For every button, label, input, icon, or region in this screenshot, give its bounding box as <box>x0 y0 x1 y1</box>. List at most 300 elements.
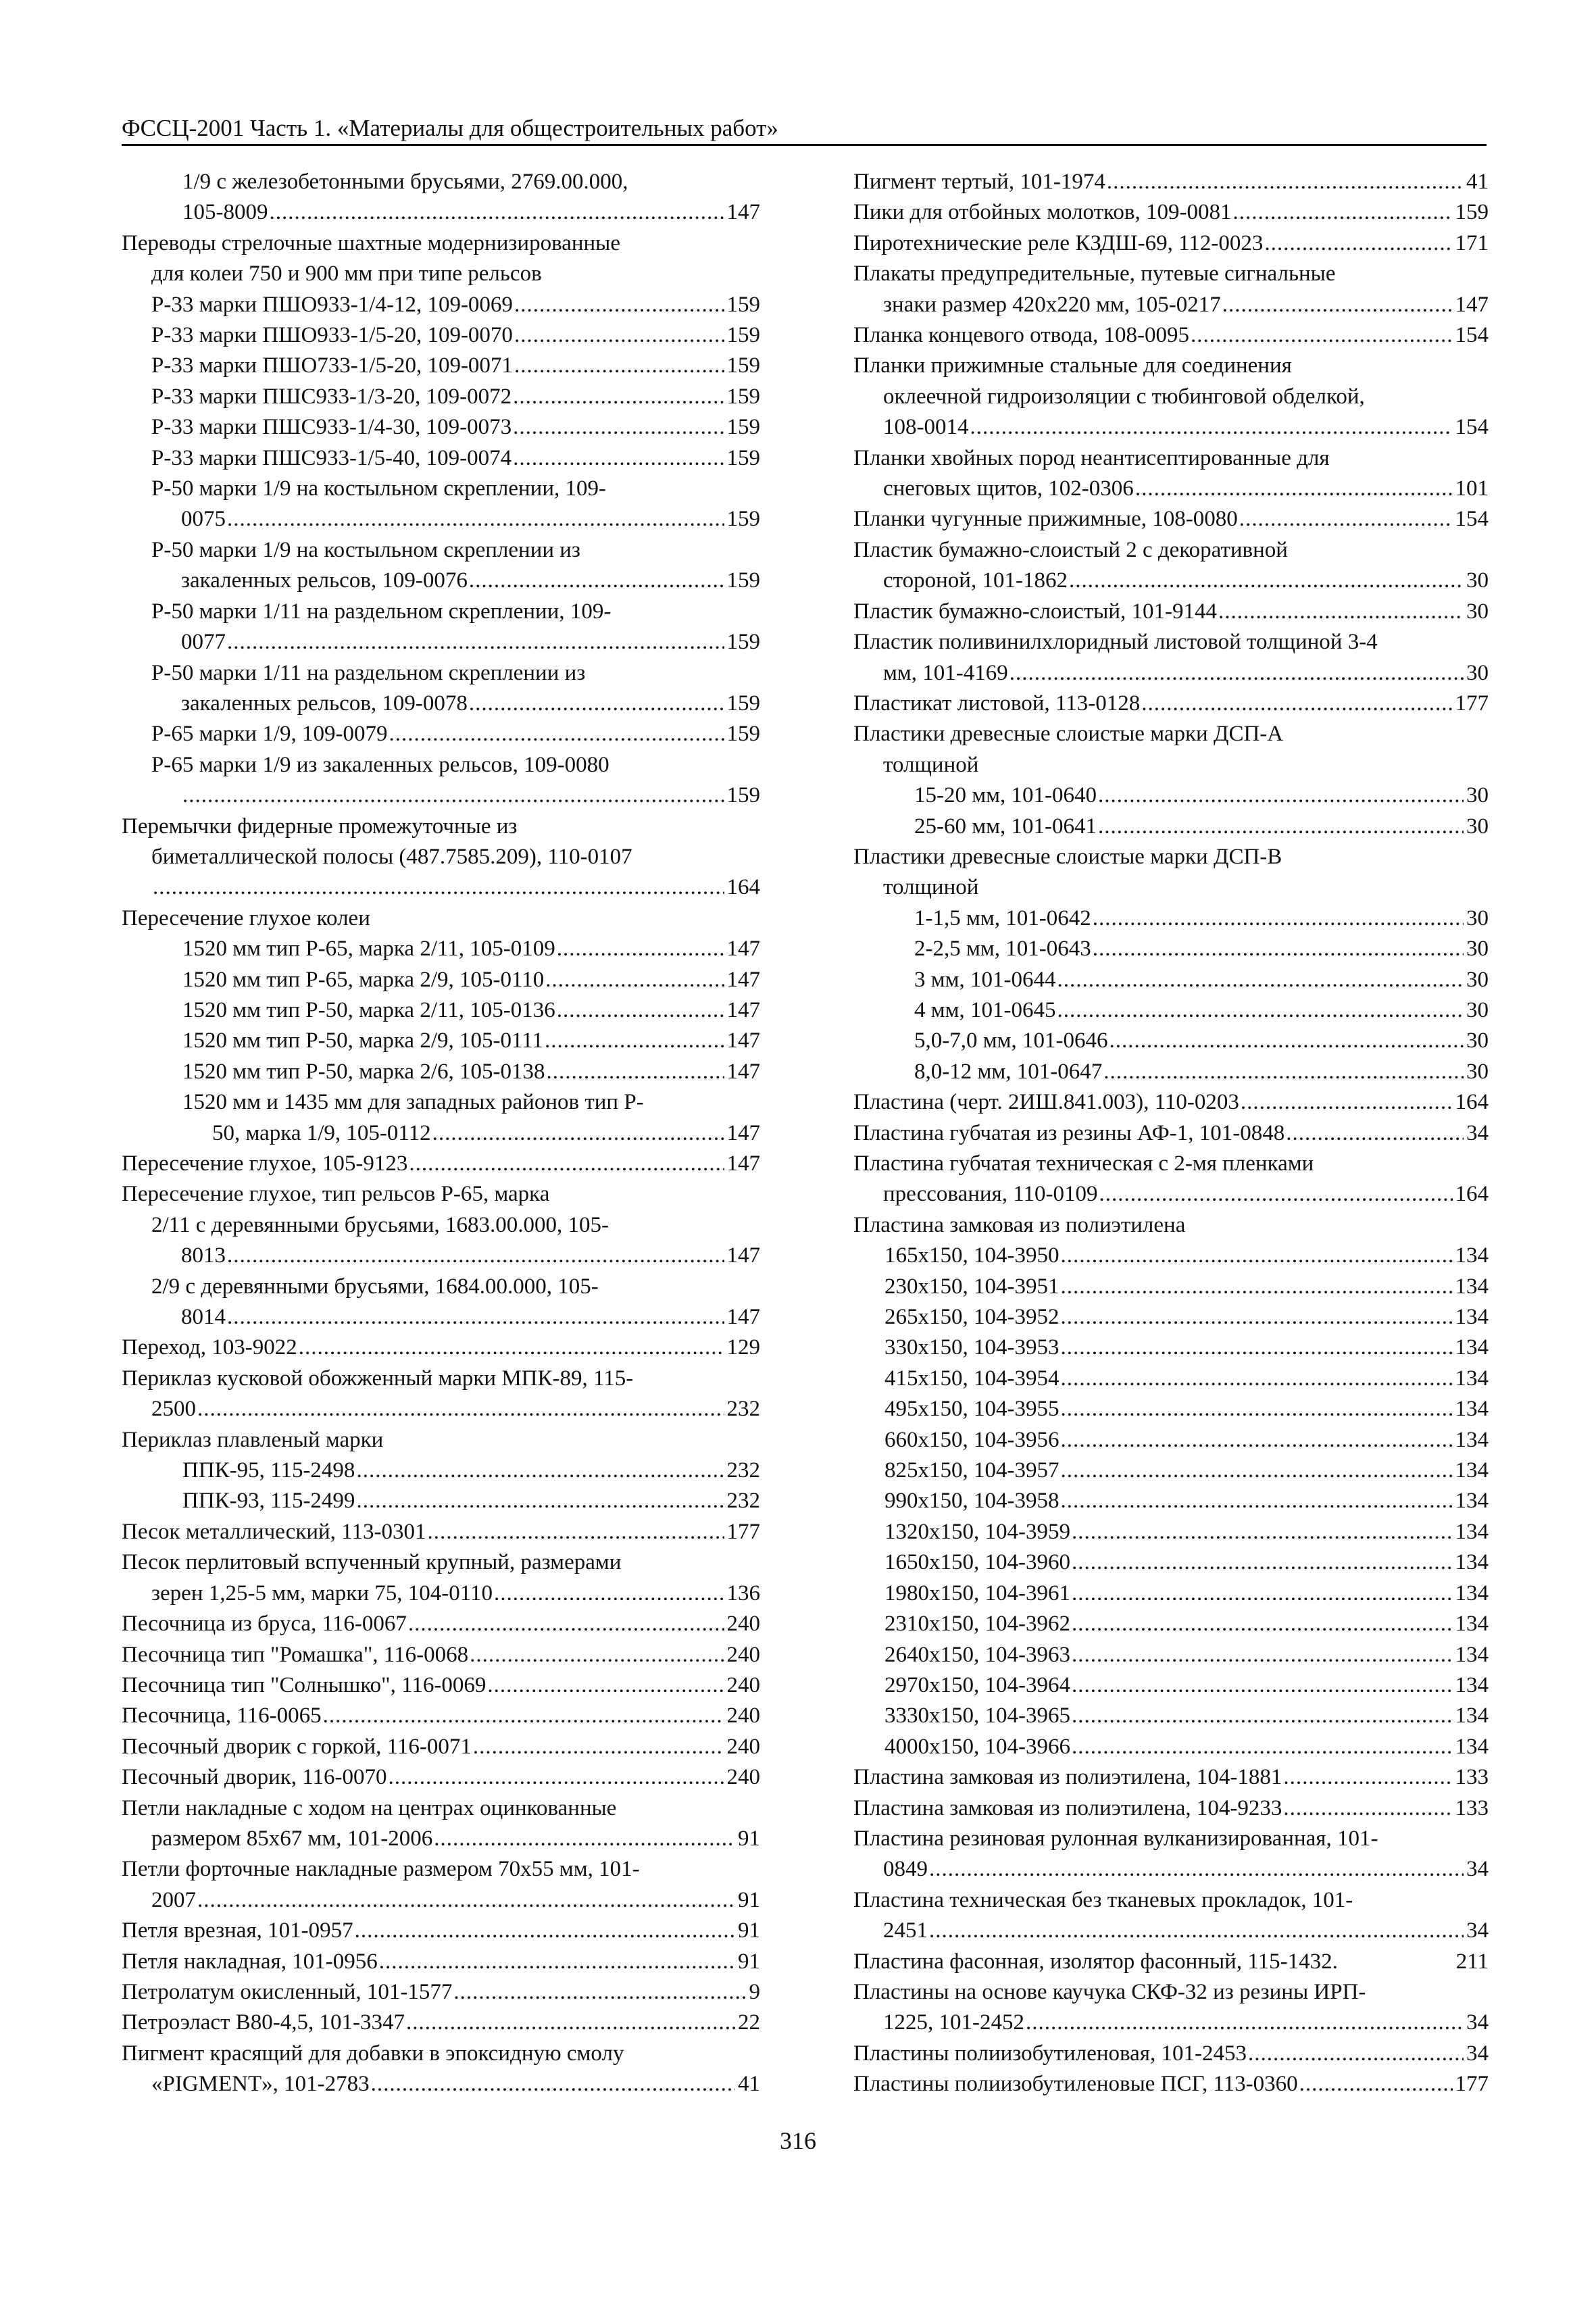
entry-page-number: 30 <box>1466 997 1489 1022</box>
index-entry <box>853 1302 1489 1333</box>
entry-page-number: 134 <box>1455 1642 1489 1667</box>
dot-leader <box>1057 995 1464 1026</box>
entry-text: 265х150, 104-3952 <box>884 1305 1059 1330</box>
dot-leader <box>1093 934 1464 964</box>
entry-page-number: 30 <box>1466 1028 1489 1053</box>
entry-text: Р-33 марки ПШС933-1/5-40, 109-0074 <box>151 445 512 470</box>
entry-text: 4 мм, 101-0645 <box>914 997 1056 1022</box>
entry-text: Пластина замковая из полиэтилена, 104-1881 <box>853 1765 1282 1790</box>
entry-text: 8014 <box>181 1305 226 1330</box>
index-entry <box>853 1701 1489 1731</box>
entry-page-number: 240 <box>726 1672 760 1697</box>
index-entry <box>122 597 760 658</box>
index-entry <box>853 2069 1489 2099</box>
dot-leader <box>1099 1179 1452 1210</box>
entry-page-number: 240 <box>726 1612 760 1637</box>
entry-text: Р-33 марки ПШО933-1/5-20, 109-0070 <box>151 323 513 348</box>
entry-page-number: 177 <box>1455 691 1489 716</box>
entry-page-number: 154 <box>1455 507 1489 532</box>
entry-text: 3330х150, 104-3965 <box>884 1703 1070 1728</box>
entry-page-number: 159 <box>726 415 760 440</box>
entry-text: 165х150, 104-3950 <box>884 1243 1059 1268</box>
entry-text: оклеечной гидроизоляции с тюбинговой обделкой, <box>883 384 1365 409</box>
index-entry <box>853 689 1489 719</box>
dot-leader <box>1061 1241 1453 1271</box>
index-entry <box>853 1241 1489 1271</box>
entry-text: Пластина (черт. 2ИШ.841.003), 110-0203 <box>853 1090 1239 1115</box>
entry-page-number: 129 <box>726 1335 760 1360</box>
dot-leader <box>1072 1578 1453 1609</box>
header-rule <box>122 144 1487 146</box>
entry-text: Пластина техническая без тканевых прокладок, 101- <box>853 1887 1353 1912</box>
dot-leader <box>1093 903 1464 934</box>
dot-leader <box>473 1732 724 1762</box>
entry-page-number: 159 <box>726 568 760 593</box>
entry-text: Пластины на основе каучука СКФ-32 из резины ИРП- <box>853 1979 1366 2004</box>
entry-page-number: 34 <box>1466 2010 1489 2035</box>
dot-leader <box>299 1333 724 1363</box>
entry-page-number: 154 <box>1455 415 1489 440</box>
entry-text: Песочница тип "Ромашка", 116-0068 <box>122 1642 469 1667</box>
dot-leader <box>1222 290 1453 320</box>
index-entry <box>853 1547 1489 1578</box>
dot-leader <box>1232 197 1452 228</box>
index-entry <box>853 1670 1489 1701</box>
entry-page-number: 147 <box>726 1243 760 1268</box>
entry-text: 2640х150, 104-3963 <box>884 1642 1070 1667</box>
entry-text: Р-33 марки ПШО933-1/4-12, 109-0069 <box>151 292 513 317</box>
entry-page-number: 134 <box>1455 1550 1489 1575</box>
entry-text: Р-33 марки ПШС933-1/4-30, 109-0073 <box>151 415 512 440</box>
entry-page-number: 101 <box>1455 476 1489 501</box>
index-entry <box>122 228 760 290</box>
dot-leader <box>547 1057 724 1087</box>
dot-leader <box>513 443 724 474</box>
entry-page-number: 134 <box>1455 1580 1489 1605</box>
index-entry <box>853 1394 1489 1424</box>
entry-page-number: 91 <box>738 1826 760 1851</box>
entry-text: биметаллической полосы (487.7585.209), 110-0107 <box>151 844 632 869</box>
index-entry <box>853 1486 1489 1516</box>
index-entry <box>853 903 1489 934</box>
index-entry <box>853 995 1489 1026</box>
dot-leader <box>1072 1670 1453 1701</box>
entry-text: 2007 <box>151 1887 196 1912</box>
entry-text: 990х150, 104-3958 <box>884 1489 1059 1514</box>
dot-leader <box>227 504 724 534</box>
dot-leader <box>227 1302 724 1333</box>
entry-text: Пластикат листовой, 113-0128 <box>853 691 1141 716</box>
entry-text: 1520 мм тип Р-50, марка 2/11, 105-0136 <box>182 997 555 1022</box>
index-entry <box>122 382 760 412</box>
entry-text: Песочница, 116-0065 <box>122 1703 322 1728</box>
entry-page-number: 136 <box>726 1580 760 1605</box>
dot-leader <box>1057 965 1464 995</box>
index-entry <box>853 1087 1489 1118</box>
entry-text: Р-65 марки 1/9, 109-0079 <box>151 722 388 747</box>
dot-leader <box>1072 1609 1453 1639</box>
entry-text: стороной, 101-1862 <box>883 568 1068 593</box>
index-entry <box>853 934 1489 964</box>
entry-text: Планки чугунные прижимные, 108-0080 <box>853 507 1238 532</box>
entry-page-number: 159 <box>726 292 760 317</box>
index-entry <box>122 1149 760 1179</box>
index-entry <box>122 1732 760 1762</box>
index-column-right <box>853 167 1489 2100</box>
index-entry <box>853 597 1489 627</box>
dot-leader <box>409 1149 724 1179</box>
dot-leader <box>557 995 724 1026</box>
entry-page-number: 134 <box>1455 1366 1489 1391</box>
index-entry <box>853 1609 1489 1639</box>
dot-leader <box>379 1947 735 1977</box>
entry-text: Петроэласт В80-4,5, 101-3347 <box>122 2010 405 2035</box>
index-entry <box>853 1272 1489 1302</box>
entry-text: Переводы стрелочные шахтные модернизированные <box>122 230 621 255</box>
index-entry <box>122 1210 760 1272</box>
entry-text: Петролатум окисленный, 101-1577 <box>122 1979 453 2004</box>
dot-leader <box>371 2069 735 2099</box>
entry-text: Пики для отбойных молотков, 109-0081 <box>853 200 1232 225</box>
dot-leader <box>469 566 724 596</box>
entry-text: Пластики древесные слоистые марки ДСП-А <box>853 722 1284 747</box>
entry-page-number: 159 <box>726 353 760 378</box>
dot-leader <box>1009 658 1464 689</box>
index-entry <box>853 719 1489 780</box>
dot-leader <box>1264 228 1452 259</box>
entry-page-number: 147 <box>1455 292 1489 317</box>
entry-text: 1650х150, 104-3960 <box>884 1550 1070 1575</box>
index-entry <box>853 1947 1489 1977</box>
entry-page-number: 211 <box>1455 1949 1489 1974</box>
entry-text: Планка концевого отвода, 108-0095 <box>853 323 1189 348</box>
index-entry <box>122 995 760 1026</box>
entry-text: 230х150, 104-3951 <box>884 1274 1059 1299</box>
index-entry <box>122 474 760 535</box>
entry-text: Песочный дворик с горкой, 116-0071 <box>122 1734 472 1759</box>
entry-text: закаленных рельсов, 109-0078 <box>181 691 468 716</box>
dot-leader <box>1107 167 1464 197</box>
entry-page-number: 91 <box>738 1887 760 1912</box>
entry-page-number: 41 <box>1466 170 1489 194</box>
entry-text: Пластик бумажно-слоистый 2 с декоративной <box>853 537 1288 562</box>
index-entry <box>122 2039 760 2100</box>
entry-text: ППК-93, 115-2499 <box>182 1489 355 1514</box>
dot-leader <box>1072 1640 1453 1670</box>
entry-page-number: 177 <box>726 1519 760 1544</box>
entry-text: закаленных рельсов, 109-0076 <box>181 568 468 593</box>
dot-leader <box>1061 1302 1453 1333</box>
index-entry <box>122 750 760 812</box>
index-entry <box>122 1517 760 1547</box>
entry-text: Периклаз кусковой обожженный марки МПК-89, 115- <box>122 1366 634 1391</box>
entry-text: 1520 мм и 1435 мм для западных районов тип Р- <box>182 1090 644 1115</box>
index-entry <box>122 1547 760 1609</box>
index-entry <box>853 1333 1489 1363</box>
entry-page-number: 177 <box>1455 2072 1489 2097</box>
entry-page-number: 147 <box>726 997 760 1022</box>
entry-page-number: 134 <box>1455 1672 1489 1697</box>
entry-text: Р-65 марки 1/9 из закаленных рельсов, 109-0080 <box>151 752 609 777</box>
dot-leader <box>1072 1732 1453 1762</box>
entry-text: Пластины полиизобутиленовая, 101-2453 <box>853 2041 1247 2066</box>
dot-leader <box>1061 1394 1453 1424</box>
entry-text: 108-0014 <box>883 415 969 440</box>
entry-text: прессования, 110-0109 <box>883 1182 1098 1207</box>
entry-text: Песочница из бруса, 116-0067 <box>122 1612 407 1637</box>
entry-page-number: 133 <box>1455 1795 1489 1820</box>
entry-text: 415х150, 104-3954 <box>884 1366 1059 1391</box>
entry-text: 2500 <box>151 1397 196 1422</box>
entry-page-number: 159 <box>726 783 760 808</box>
index-entry <box>853 259 1489 320</box>
entry-text: 1320х150, 104-3959 <box>884 1519 1070 1544</box>
entry-text: Петля врезная, 101-0957 <box>122 1918 353 1943</box>
entry-text: Переход, 103-9022 <box>122 1335 297 1360</box>
entry-text: 2-2,5 мм, 101-0643 <box>914 937 1091 962</box>
index-entry <box>122 535 760 597</box>
entry-text: Пластина замковая из полиэтилена <box>853 1212 1186 1237</box>
entry-page-number: 164 <box>1455 1090 1489 1115</box>
index-entry <box>122 351 760 381</box>
dot-leader <box>1061 1333 1453 1363</box>
dot-leader <box>1061 1272 1453 1302</box>
index-entry <box>853 842 1489 903</box>
entry-page-number: 134 <box>1455 1243 1489 1268</box>
dot-leader <box>1069 566 1464 596</box>
entry-text: 105-8009 <box>182 200 268 225</box>
index-entry <box>122 719 760 749</box>
entry-text: Петли форточные накладные размером 70х55 мм, 101- <box>122 1857 640 1882</box>
entry-page-number: 134 <box>1455 1703 1489 1728</box>
entry-page-number: 232 <box>726 1458 760 1483</box>
entry-text: Планки хвойных пород неантисептированные для <box>853 445 1330 470</box>
dot-leader <box>1191 320 1453 351</box>
index-entry <box>853 197 1489 228</box>
index-entry <box>122 290 760 320</box>
entry-page-number: 134 <box>1455 1397 1489 1422</box>
entry-page-number: 34 <box>1466 1918 1489 1943</box>
index-entry <box>853 504 1489 534</box>
entry-text: 1-1,5 мм, 101-0642 <box>914 905 1091 930</box>
entry-text: 0077 <box>181 630 226 655</box>
entry-page-number: 134 <box>1455 1274 1489 1299</box>
entry-page-number: 159 <box>726 507 760 532</box>
entry-text: Периклаз плавленый марки <box>122 1427 384 1452</box>
dot-leader <box>408 1609 724 1639</box>
index-entry <box>122 320 760 351</box>
entry-page-number: 147 <box>726 1028 760 1053</box>
dot-leader <box>197 1394 724 1424</box>
entry-text: 1520 мм тип Р-50, марка 2/9, 105-0111 <box>182 1028 544 1053</box>
index-entry <box>122 1701 760 1731</box>
entry-text: 495х150, 104-3955 <box>884 1397 1059 1422</box>
entry-text: 825х150, 104-3957 <box>884 1458 1059 1483</box>
entry-text: зерен 1,25-5 мм, марки 75, 104-0110 <box>151 1580 493 1605</box>
dot-leader <box>970 412 1453 443</box>
entry-text: 2970х150, 104-3964 <box>884 1672 1070 1697</box>
entry-text: 3 мм, 101-0644 <box>914 967 1056 992</box>
entry-text: Пластина замковая из полиэтилена, 104-9233 <box>853 1795 1282 1820</box>
entry-text: Петля накладная, 101-0956 <box>122 1949 378 1974</box>
entry-text: 1520 мм тип Р-50, марка 2/6, 105-0138 <box>182 1059 545 1084</box>
entry-page-number: 91 <box>738 1949 760 1974</box>
dot-leader <box>1141 689 1452 719</box>
entry-text: Песочница тип "Солнышко", 116-0069 <box>122 1672 487 1697</box>
entry-page-number: 232 <box>726 1397 760 1422</box>
dot-leader <box>356 1486 724 1516</box>
index-entry <box>122 1977 760 2008</box>
entry-text: 4000х150, 104-3966 <box>884 1734 1070 1759</box>
dot-leader <box>929 1854 1464 1885</box>
entry-page-number: 159 <box>1455 200 1489 225</box>
entry-page-number: 133 <box>1455 1765 1489 1790</box>
dot-leader <box>227 1241 724 1271</box>
index-entry <box>122 903 760 934</box>
index-entry <box>853 1824 1489 1885</box>
entry-page-number: 240 <box>726 1642 760 1667</box>
entry-text: Пластина фасонная, изолятор фасонный, 115-1432. <box>853 1949 1338 1974</box>
entry-text: Пластик поливинилхлоридный листовой толщиной 3-4 <box>853 630 1378 655</box>
entry-page-number: 147 <box>726 937 760 962</box>
index-entry <box>122 1854 760 1916</box>
page-number: 316 <box>780 2127 816 2154</box>
index-entry <box>853 1364 1489 1394</box>
index-entry <box>122 658 760 720</box>
entry-page-number: 134 <box>1455 1305 1489 1330</box>
index-entry <box>122 1179 760 1210</box>
entry-text: Пластина губчатая техническая с 2-мя пленками <box>853 1151 1314 1176</box>
dot-leader <box>1072 1701 1453 1731</box>
dot-leader <box>545 965 724 995</box>
entry-text: 660х150, 104-3956 <box>884 1427 1059 1452</box>
dot-leader <box>434 1824 735 1854</box>
index-entry <box>122 1364 760 1425</box>
dot-leader <box>513 412 724 443</box>
index-entry <box>853 780 1489 811</box>
entry-text: 1520 мм тип Р-65, марка 2/9, 105-0110 <box>182 967 545 992</box>
index-entry <box>122 934 760 964</box>
entry-page-number: 30 <box>1466 967 1489 992</box>
entry-text: знаки размер 420х220 мм, 105-0217 <box>883 292 1221 317</box>
entry-text: 1520 мм тип Р-65, марка 2/11, 105-0109 <box>182 937 555 962</box>
entry-page-number: 147 <box>726 200 760 225</box>
entry-text: Пластины полиизобутиленовые ПСГ, 113-0360 <box>853 2072 1298 2097</box>
index-entry <box>122 197 760 228</box>
entry-page-number: 147 <box>726 1151 760 1176</box>
entry-page-number: 159 <box>726 722 760 747</box>
dot-leader <box>389 719 724 749</box>
index-entry <box>122 1057 760 1087</box>
index-entry <box>122 443 760 474</box>
entry-page-number: 30 <box>1466 1059 1489 1084</box>
dot-leader <box>514 290 724 320</box>
index-entry <box>122 1609 760 1639</box>
entry-text: 8013 <box>181 1243 226 1268</box>
index-entry <box>122 1486 760 1516</box>
dot-leader <box>182 780 724 811</box>
entry-page-number: 159 <box>726 630 760 655</box>
index-entry <box>853 443 1489 505</box>
index-entry <box>122 1333 760 1363</box>
entry-text: 330х150, 104-3953 <box>884 1335 1059 1360</box>
index-entry <box>853 1425 1489 1455</box>
index-entry <box>853 2039 1489 2069</box>
entry-page-number: 134 <box>1455 1335 1489 1360</box>
entry-page-number: 91 <box>738 1918 760 1943</box>
entry-text: 0075 <box>181 507 226 532</box>
index-entry <box>853 1057 1489 1087</box>
dot-leader <box>545 1026 724 1056</box>
entry-page-number: 34 <box>1466 1120 1489 1145</box>
entry-text: снеговых щитов, 102-0306 <box>883 476 1134 501</box>
entry-page-number: 240 <box>726 1734 760 1759</box>
entry-page-number: 30 <box>1466 905 1489 930</box>
dot-leader <box>469 689 724 719</box>
entry-page-number: 240 <box>726 1703 760 1728</box>
dot-leader <box>1061 1364 1453 1394</box>
dot-leader <box>1103 1057 1464 1087</box>
entry-text: 1/9 с железобетонными брусьями, 2769.00.000, <box>182 170 628 194</box>
dot-leader <box>487 1670 724 1701</box>
entry-text: для колеи 750 и 900 мм при типе рельсов <box>151 262 542 287</box>
entry-text: Петли накладные с ходом на центрах оцинкованные <box>122 1795 617 1820</box>
dot-leader <box>514 320 724 351</box>
index-entry <box>853 812 1489 842</box>
entry-text: Пигмент тертый, 101-1974 <box>853 170 1105 194</box>
index-entry <box>853 627 1489 689</box>
entry-text: Р-33 марки ПШО733-1/5-20, 109-0071 <box>151 353 513 378</box>
entry-page-number: 147 <box>726 967 760 992</box>
dot-leader <box>1135 474 1453 504</box>
dot-leader <box>453 1977 746 2008</box>
dot-leader <box>1061 1425 1453 1455</box>
entry-text: Планки прижимные стальные для соединения <box>853 353 1292 378</box>
dot-leader <box>1286 1118 1464 1149</box>
dot-leader <box>1098 812 1464 842</box>
dot-leader <box>1239 504 1453 534</box>
dot-leader <box>389 1762 724 1793</box>
index-entry <box>122 412 760 443</box>
dot-leader <box>355 1916 735 1946</box>
entry-text: Р-50 марки 1/9 на костыльном скреплении, 109- <box>151 476 606 501</box>
entry-text: Плакаты предупредительные, путевые сигнальные <box>853 262 1336 287</box>
index-entry <box>122 1762 760 1793</box>
entry-text: Пластики древесные слоистые марки ДСП-В <box>853 844 1282 869</box>
entry-text: 5,0-7,0 мм, 101-0646 <box>914 1028 1108 1053</box>
dot-leader <box>470 1640 724 1670</box>
dot-leader <box>1283 1762 1452 1793</box>
index-entry <box>853 167 1489 197</box>
entry-page-number: 22 <box>738 2010 760 2035</box>
index-entry <box>853 535 1489 597</box>
entry-page-number: 159 <box>726 691 760 716</box>
entry-text: Песок перлитовый вспученный крупный, размерами <box>122 1550 622 1575</box>
entry-text: толщиной <box>883 875 979 900</box>
entry-text: 50, марка 1/9, 105-0112 <box>212 1120 431 1145</box>
dot-leader <box>514 351 724 381</box>
index-entry <box>122 1026 760 1056</box>
entry-text: Пигмент красящий для добавки в эпоксидную смолу <box>122 2041 624 2066</box>
entry-page-number: 34 <box>1466 1857 1489 1882</box>
entry-text: толщиной <box>883 752 979 777</box>
index-column-left <box>122 167 760 2100</box>
entry-text: 8,0-12 мм, 101-0647 <box>914 1059 1103 1084</box>
index-entry <box>122 2008 760 2038</box>
entry-page-number: 164 <box>1455 1182 1489 1207</box>
entry-page-number: 134 <box>1455 1427 1489 1452</box>
entry-page-number: 41 <box>738 2072 760 2097</box>
